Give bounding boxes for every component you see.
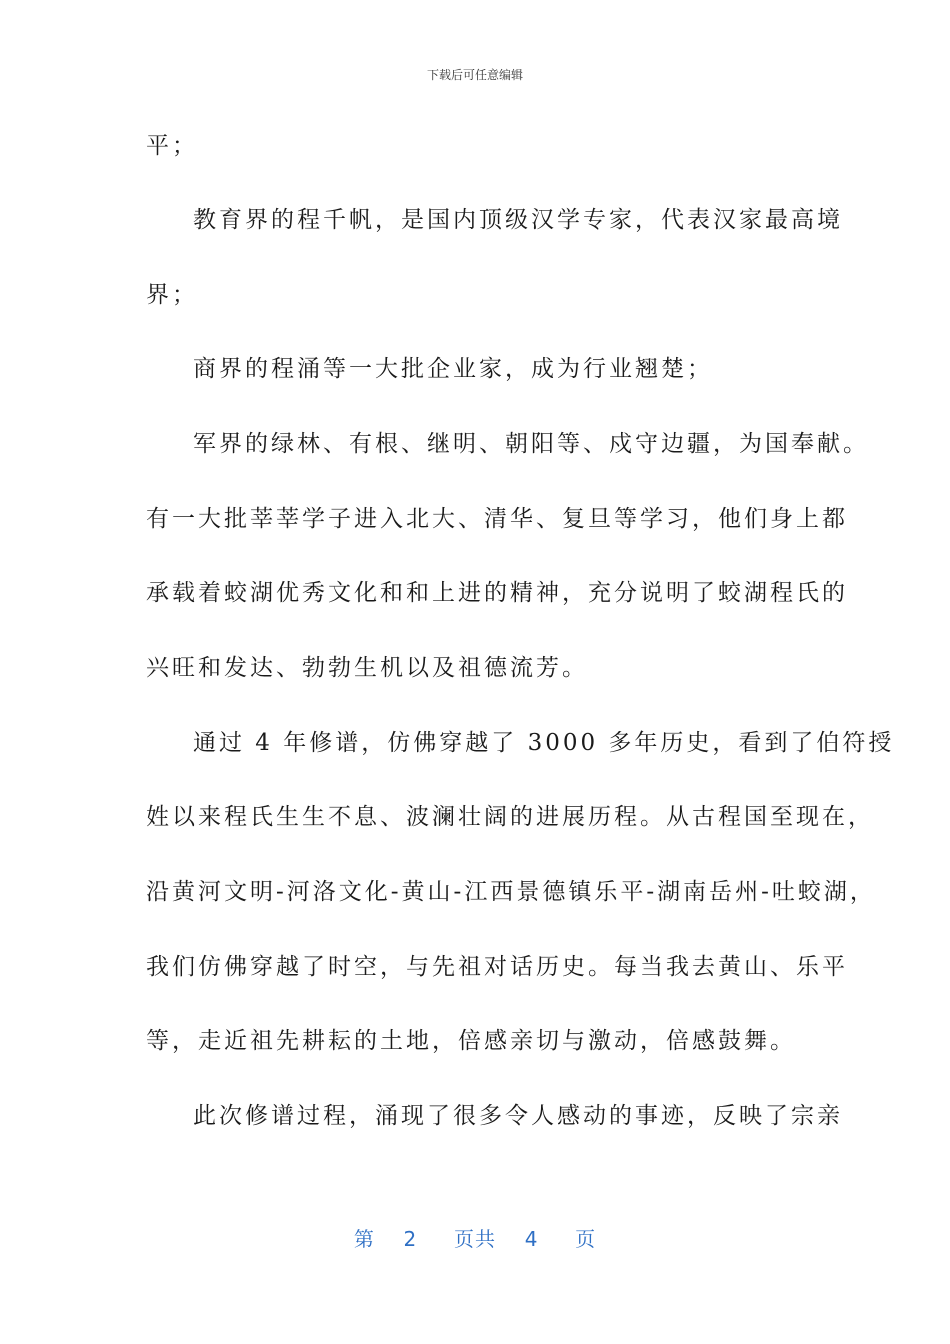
body-line: 通过 4 年修谱，仿佛穿越了 3000 多年历史，看到了伯符授: [193, 730, 895, 756]
footer-prefix: 第: [353, 1227, 375, 1251]
body-line: 兴旺和发达、勃勃生机以及祖德流芳。: [146, 655, 588, 681]
body-line: 教育界的程千帆，是国内顶级汉学专家，代表汉家最高境: [193, 207, 843, 233]
footer-page-number: 2: [403, 1227, 418, 1251]
body-line: 平；: [146, 133, 198, 159]
body-line: 我们仿佛穿越了时空，与先祖对话历史。每当我去黄山、乐平: [146, 954, 848, 980]
body-line: 沿黄河文明-河洛文化-黄山-江西景德镇乐平-湖南岳州-吐蛟湖，: [146, 879, 876, 905]
body-line: 姓以来程氏生生不息、波澜壮阔的进展历程。从古程国至现在，: [146, 804, 874, 830]
body-line: 等，走近祖先耕耘的土地，倍感亲切与激动，倍感鼓舞。: [146, 1028, 796, 1054]
page-header: 下载后可任意编辑: [426, 68, 523, 82]
body-line: 有一大批莘莘学子进入北大、清华、复旦等学习，他们身上都: [146, 506, 848, 532]
body-line: 承载着蛟湖优秀文化和和上进的精神，充分说明了蛟湖程氏的: [146, 580, 848, 606]
footer-middle: 页共: [454, 1227, 496, 1251]
body-line: 界；: [146, 282, 198, 308]
page-footer: [0, 1225, 950, 1253]
footer-suffix: 页: [575, 1227, 597, 1251]
footer-total-pages: 4: [524, 1227, 539, 1251]
body-line: 此次修谱过程，涌现了很多令人感动的事迹，反映了宗亲: [193, 1103, 843, 1129]
body-line: 军界的绿林、有根、继明、朝阳等、戍守边疆，为国奉献。: [193, 431, 869, 457]
body-line: 商界的程涌等一大批企业家，成为行业翘楚；: [193, 356, 713, 382]
